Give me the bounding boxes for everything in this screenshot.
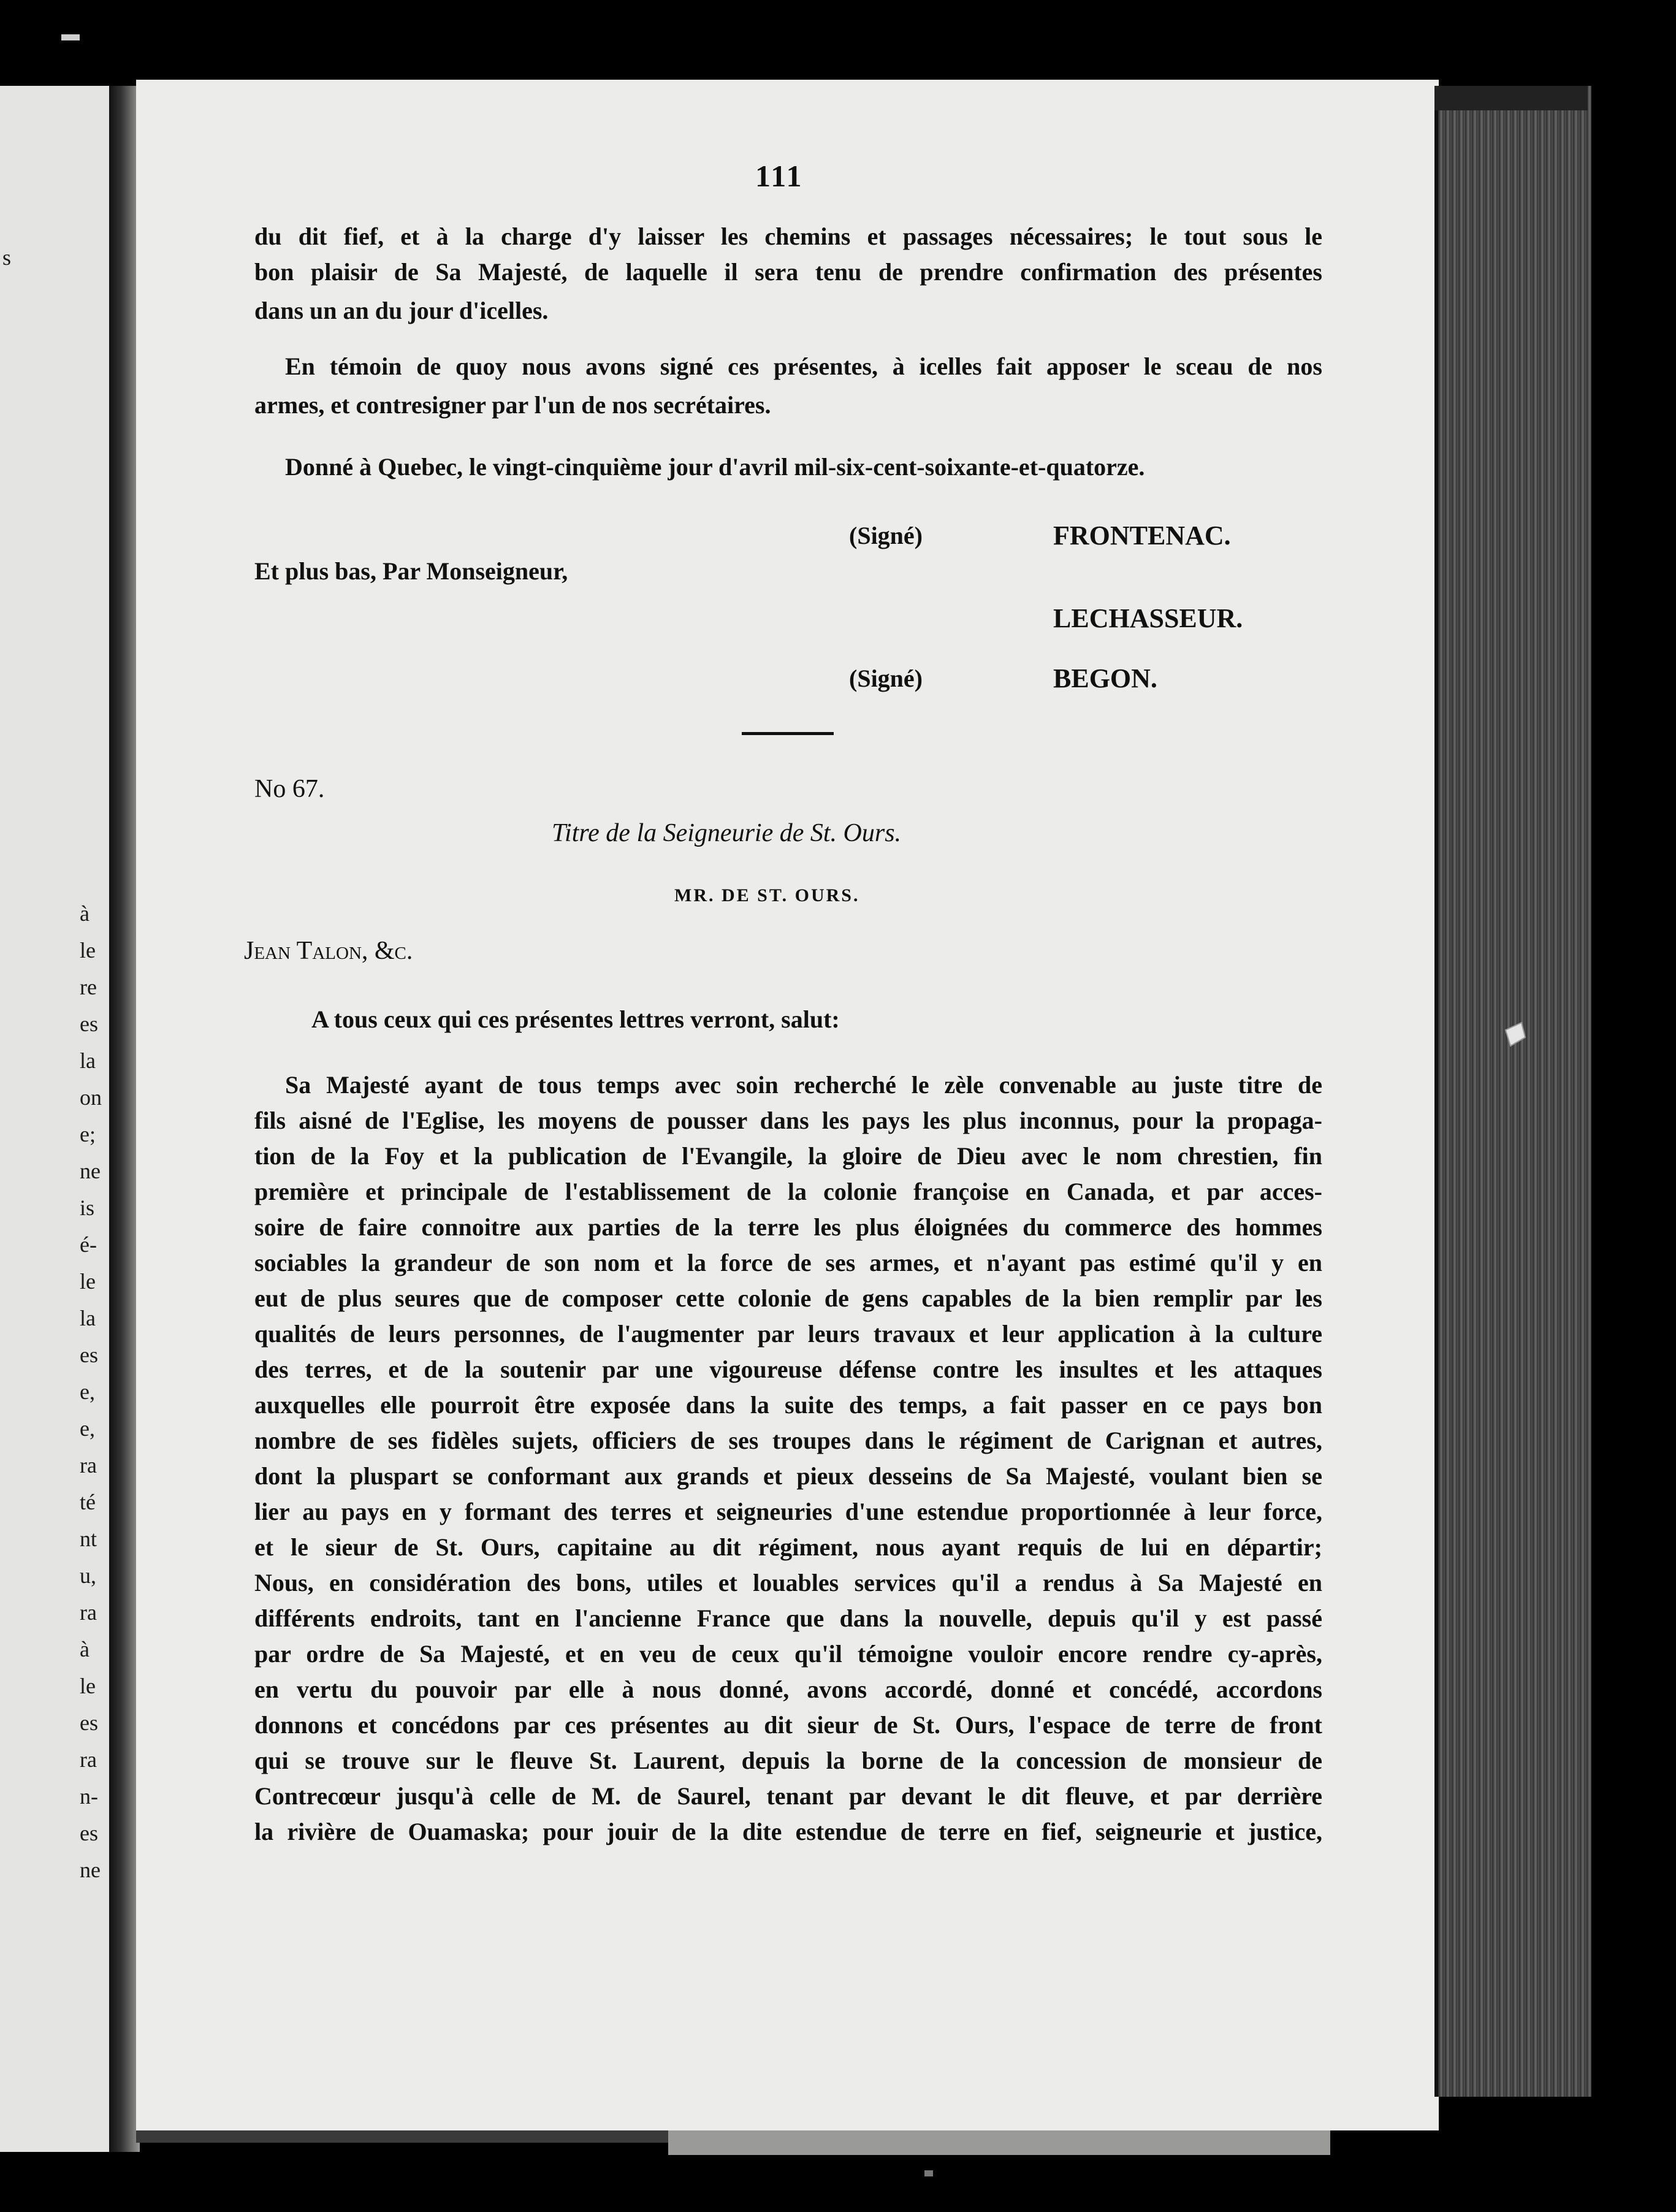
left-page-fragment: re [80,975,97,999]
left-page-fragment: is [80,1196,95,1220]
main-line: soire de faire connoitre aux parties de la terre les plus éloignées du commerce des hommes [254,1213,1322,1241]
left-page-fragment: la [80,1048,96,1073]
left-page-fragment: nt [80,1527,97,1551]
intro-line: du dit fief, et à la charge d'y laisser les chemins et passages nécessaires; le tout sous le [254,223,1322,250]
left-page-fragment: s [2,245,12,270]
left-page-fragment: le [80,1269,96,1294]
left-page-fragment: es [80,1821,98,1845]
left-page-fragment: e; [80,1122,96,1146]
document-subtitle: MR. DE ST. OURS. [674,885,860,906]
bottom-notch [924,2170,933,2176]
main-line: par ordre de Sa Majesté, et en veu de ceux qu'il témoigne vouloir encore rendre cy-après, [254,1640,1322,1668]
main-line: nombre de ses fidèles sujets, officiers de ses troupes dans le régiment de Carignan et autres, [254,1427,1322,1454]
bottom-strip [668,2130,1330,2155]
main-line: donnons et concédons par ces présentes au dit sieur de St. Ours, l'espace de terre de front [254,1711,1322,1739]
left-page-fragment: u, [80,1563,96,1588]
left-page-fragment: n- [80,1784,98,1809]
page-number: 111 [755,159,804,193]
signature-begon: BEGON. [1053,663,1157,693]
left-page-fragment: le [80,938,96,963]
witness-line: armes, et contresigner par l'un de nos secrétaires. [254,391,771,419]
document-title: Titre de la Seigneurie de St. Ours. [552,819,902,847]
intro-line: bon plaisir de Sa Majesté, de laquelle il sera tenu de prendre confirmation des présentes [254,258,1322,286]
left-page-fragment: à [80,901,90,926]
author-line: Jean Talon, &c. [244,937,413,965]
date-line: Donné à Quebec, le vingt-cinquième jour d'avril mil-six-cent-soixante-et-quatorze. [285,453,1145,481]
main-line: dont la pluspart se conformant aux grands et pieux desseins de Sa Majesté, voulant bien se [254,1462,1322,1490]
left-page-fragment: ra [80,1453,97,1478]
left-page-fragment: é- [80,1232,97,1257]
main-line: sociables la grandeur de son nom et la force de ses armes, et n'ayant pas estimé qu'il y en [254,1249,1322,1276]
bottom-shadow [136,2130,669,2143]
main-line: qui se trouve sur le fleuve St. Laurent, depuis la borne de la concession de monsieur de [254,1747,1322,1774]
bookmark-flag-icon [1503,1019,1528,1050]
left-page-fragment: le [80,1674,96,1698]
main-line: fils aisné de l'Eglise, les moyens de pousser dans les pays les plus inconnus, pour la propaga- [254,1107,1322,1134]
salutation: A tous ceux qui ces présentes lettres verront, salut: [311,1005,840,1033]
left-page-fragment: ra [80,1600,97,1625]
main-line: en vertu du pouvoir par elle à nous donné, avons accordé, donné et concédé, accordons [254,1676,1322,1703]
main-line: qualités de leurs personnes, de l'augmenter par leurs travaux et leur application à la culture [254,1320,1322,1348]
left-page-fragment: es [80,1343,98,1367]
left-page-fragment: ne [80,1159,101,1183]
corner-mark [61,34,80,40]
witness-line: En témoin de quoy nous avons signé ces présentes, à icelles fait apposer le sceau de nos [285,353,1322,380]
left-page-fragment: té [80,1490,96,1514]
signature-frontenac: FRONTENAC. [1053,521,1231,551]
main-line: et le sieur de St. Ours, capitaine au dit régiment, nous ayant requis de lui en départir; [254,1533,1322,1561]
main-line: Contrecœur jusqu'à celle de M. de Saurel, tenant par devant le dit fleuve, et par derrière [254,1782,1322,1810]
section-divider [742,732,834,735]
left-page-fragment: es [80,1012,98,1036]
main-line: des terres, et de la soutenir par une vigoureuse défense contre les insultes et les attaques [254,1356,1322,1383]
left-page-fragment: la [80,1306,96,1330]
main-line: première et principale de l'establissement de la colonie françoise en Canada, et par acces- [254,1178,1322,1205]
main-line: auxquelles elle pourroit être exposée dans la suite des temps, a fait passer en ce pays bon [254,1391,1322,1419]
signature-signe: (Signé) [849,522,923,549]
main-line: eut de plus seures que de composer cette colonie de gens capables de la bien remplir par les [254,1284,1322,1312]
signature-lechasseur: LECHASSEUR. [1053,603,1243,633]
main-line: lier au pays en y formant des terres et seigneuries d'une estendue proportionnée à leur force, [254,1498,1322,1525]
main-line: différents endroits, tant en l'ancienne France que dans la nouvelle, depuis qu'il y est passé [254,1604,1322,1632]
main-line: tion de la Foy et la publication de l'Evangile, la gloire de Dieu avec le nom chrestien, fin [254,1142,1322,1170]
left-page-fragment: es [80,1710,98,1735]
left-page-fragment: à [80,1637,90,1661]
signature-plus-bas: Et plus bas, Par Monseigneur, [254,557,568,585]
left-page-fragment: e, [80,1379,95,1404]
main-line: la rivière de Ouamaska; pour jouir de la dite estendue de terre en fief, seigneurie et justice, [254,1818,1322,1845]
main-line: Sa Majesté ayant de tous temps avec soin recherché le zèle convenable au juste titre de [285,1071,1322,1099]
main-line: Nous, en considération des bons, utiles et louables services qu'il a rendus à Sa Majesté en [254,1569,1322,1596]
document-number: No 67. [254,775,325,803]
intro-line: dans un an du jour d'icelles. [254,297,549,324]
book-edge-top [1434,86,1588,110]
left-page-fragment: ne [80,1858,101,1882]
left-page-fragment: e, [80,1416,95,1441]
left-page-fragment: ra [80,1747,97,1772]
gutter-shadow [109,86,140,2152]
signature-signe: (Signé) [849,665,923,692]
left-page-fragment: on [80,1085,102,1110]
book-edge [1434,86,1591,2097]
